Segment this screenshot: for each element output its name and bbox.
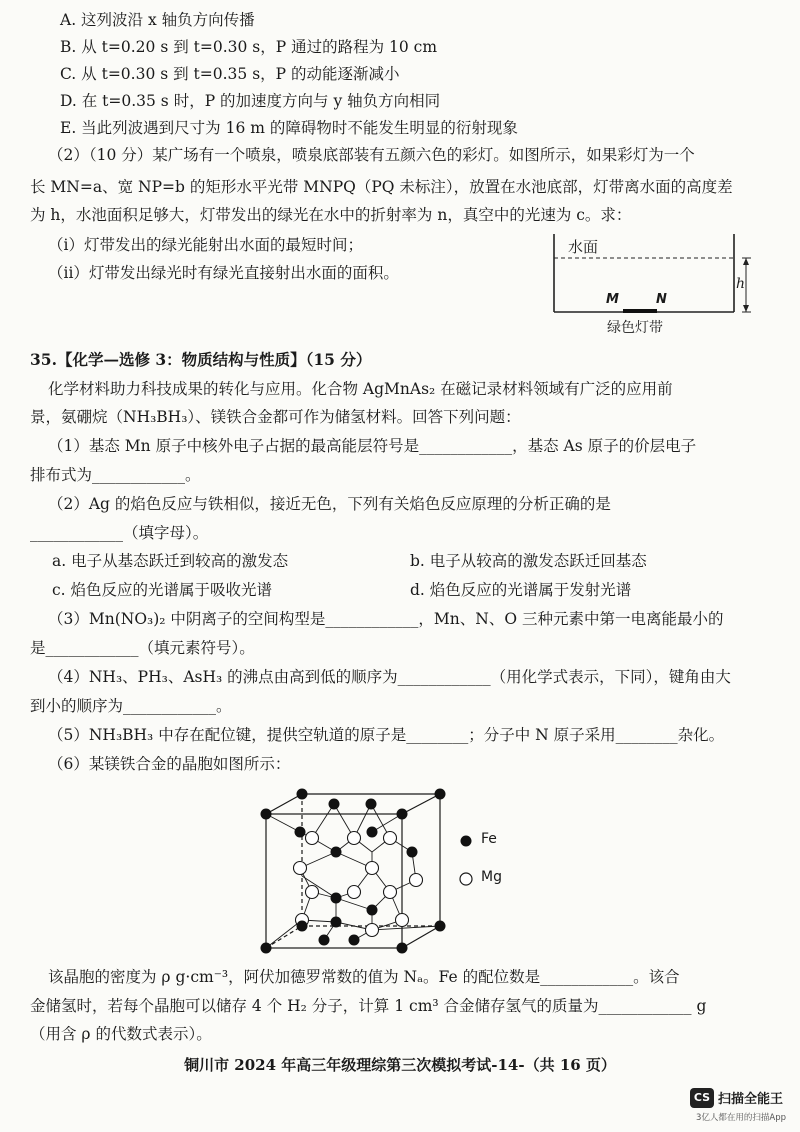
point-n-label: N — [656, 292, 667, 307]
option-e: E. 当此列波遇到尺寸为 16 m 的障碍物时不能发生明显的衍射现象 — [60, 119, 518, 137]
physics-q2-line-2: 长 MN=a、宽 NP=b 的矩形水平光带 MNPQ（PQ 未标注），放置在水池底部，灯带离水面的高度差 — [30, 178, 733, 196]
physics-q2-line-3: 为 h，水池面积足够大，灯带发出的绿光在水中的折射率为 n，真空中的光速为 c。求： — [30, 206, 632, 224]
scanner-watermark-subtitle: 3亿人都在用的扫描App — [696, 1113, 787, 1123]
chem-q2-line-2: ____________（填字母）。 — [30, 524, 209, 542]
chem-q6-density-line: 该晶胞的密度为 ρ g·cm⁻³，阿伏加德罗常数的值为 Nₐ。Fe 的配位数是____________。该合 — [48, 968, 680, 986]
water-surface-label: 水面 — [568, 238, 599, 256]
physics-q2-sub-i: （i）灯带发出的绿光能射出水面的最短时间； — [48, 236, 363, 254]
chem-q4-line-1: （4）NH₃、PH₃、AsH₃ 的沸点由高到低的顺序为____________（用化学式表示，下同），键角由大 — [48, 668, 731, 686]
fe-atoms — [261, 789, 446, 954]
chem-q2-line-1: （2）Ag 的焰色反应与铁相似，接近无色，下列有关焰色反应原理的分析正确的是 — [48, 495, 611, 513]
height-label: h — [736, 276, 746, 292]
option-b: B. 从 t=0.20 s 到 t=0.30 s，P 通过的路程为 10 cm — [60, 38, 438, 56]
chem-q6-note-line: （用含 ρ 的代数式表示）。 — [30, 1025, 212, 1043]
physics-q2-sub-ii: （ii）灯带发出绿光时有绿光直接射出水面的面积。 — [48, 264, 399, 282]
option-c: C. 从 t=0.30 s 到 t=0.35 s，P 的动能逐渐减小 — [60, 65, 400, 83]
mg-legend-marker — [458, 871, 474, 887]
chem-q6-storage-line: 金储氢时，若每个晶胞可以储存 4 个 H₂ 分子，计算 1 cm³ 合金储存氢气的质量为____________ g — [30, 997, 707, 1015]
scanner-logo-icon: CS — [690, 1088, 714, 1108]
scanner-watermark-title: 扫描全能王 — [718, 1092, 784, 1107]
fe-legend-marker — [458, 833, 474, 849]
cell-edges — [266, 794, 440, 948]
chem-choice-a: a. 电子从基态跃迁到较高的激发态 — [52, 552, 289, 570]
fe-legend-label: Fe — [481, 831, 497, 847]
chem-choice-c: c. 焰色反应的光谱属于吸收光谱 — [52, 581, 273, 599]
chem-q1-line-2: 排布式为____________。 — [30, 466, 201, 484]
physics-q2-line-1: （2）（10 分）某广场有一个喷泉，喷泉底部装有五颜六色的彩灯。如图所示，如果彩灯为一个 — [48, 146, 695, 164]
light-strip-caption: 绿色灯带 — [607, 320, 663, 336]
option-d: D. 在 t=0.35 s 时，P 的加速度方向与 y 轴负方向相同 — [60, 92, 441, 110]
chem-q3-line-1: （3）Mn(NO₃)₂ 中阴离子的空间构型是____________，Mn、N、O 三种元素中第一电离能最小的 — [48, 610, 724, 628]
chem-choice-d: d. 焰色反应的光谱属于发射光谱 — [410, 581, 632, 599]
mg-legend-label: Mg — [481, 869, 502, 885]
chem-q3-line-2: 是____________（填元素符号）。 — [30, 639, 255, 657]
chem-q6-line: （6）某镁铁合金的晶胞如图所示： — [48, 755, 291, 773]
chem-intro-line-1: 化学材料助力科技成果的转化与应用。化合物 AgMnAs₂ 在磁记录材料领域有广泛的应用前 — [48, 380, 673, 398]
chem-q4-line-2: 到小的顺序为____________。 — [30, 697, 232, 715]
chem-section-header: 35.【化学—选修 3：物质结构与性质】（15 分） — [30, 350, 372, 369]
chem-intro-line-2: 景，氨硼烷（NH₃BH₃）、镁铁合金都可作为储氢材料。回答下列问题： — [30, 408, 521, 426]
option-a: A. 这列波沿 x 轴负方向传播 — [60, 11, 255, 29]
chem-choice-b: b. 电子从较高的激发态跃迁回基态 — [410, 552, 647, 570]
page-footer: 铜川市 2024 年高三年级理综第三次模拟考试-14-（共 16 页） — [184, 1056, 616, 1074]
chem-q5-line: （5）NH₃BH₃ 中存在配位键，提供空轨道的原子是________；分子中 N 原子采用________杂化。 — [48, 726, 725, 744]
crystal-cell-diagram — [250, 780, 470, 960]
point-m-label: M — [606, 292, 619, 307]
chem-q1-line-1: （1）基态 Mn 原子中核外电子占据的最高能层符号是____________，基态 As 原子的价层电子 — [48, 437, 697, 455]
